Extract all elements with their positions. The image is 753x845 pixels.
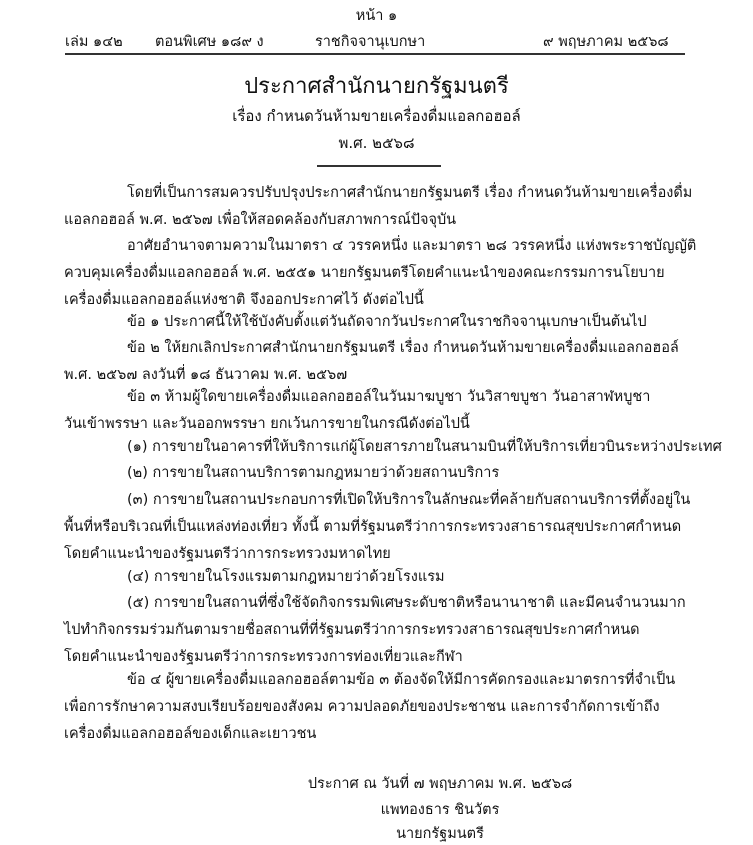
page-number: หน้า ๑ xyxy=(355,8,398,24)
clause-3 xyxy=(64,384,684,438)
exception-5 xyxy=(64,590,684,671)
title-divider xyxy=(317,165,441,167)
announcement-title: ประกาศสำนักนายกรัฐมนตรี xyxy=(244,74,509,99)
gazette-name: ราชกิจจานุเบกษา xyxy=(315,34,426,50)
publish-date: ๙ พฤษภาคม ๒๕๖๘ xyxy=(543,34,669,50)
text-line: แอลกอฮอล์ พ.ศ. ๒๕๖๗ เพื่อให้สอดคล้องกับสภาพการณ์ปัจจุบัน xyxy=(64,212,457,228)
text-line: (๓) การขายในสถานประกอบการที่เปิดให้บริการในลักษณะที่คล้ายกับสถานบริการที่ตั้งอยู่ใน xyxy=(127,492,691,508)
text-line: เครื่องดื่มแอลกอฮอล์ของเด็กและเยาวชน xyxy=(64,726,317,742)
signatory-name: แพทองธาร ชินวัตร xyxy=(380,802,500,818)
text-line: พ.ศ. ๒๕๖๗ ลงวันที่ ๑๘ ธันวาคม พ.ศ. ๒๕๖๗ xyxy=(64,367,348,383)
text-line: เครื่องดื่มแอลกอฮอล์แห่งชาติ จึงออกประกาศไว้ ดังต่อไปนี้ xyxy=(64,292,424,308)
text-line: ข้อ ๓ ห้ามผู้ใดขายเครื่องดื่มแอลกอฮอล์ในวันมาฆบูชา วันวิสาขบูชา วันอาสาฬหบูชา xyxy=(127,389,651,405)
text-line: (๕) การขายในสถานที่ซึ่งใช้จัดกิจกรรมพิเศษระดับชาติหรือนานาชาติ และมีคนจำนวนมาก xyxy=(127,595,686,611)
text-line: ไปทำกิจกรรมร่วมกันตามรายชื่อสถานที่ที่รัฐมนตรีว่าการกระทรวงสาธารณสุขประกาศกำหนด xyxy=(64,622,640,638)
text-line: เพื่อการรักษาความสงบเรียบร้อยของสังคม ความปลอดภัยของประชาชน และการจำกัดการเข้าถึง xyxy=(64,699,660,715)
authority-paragraph xyxy=(64,233,697,314)
text-line: วันเข้าพรรษา และวันออกพรรษา ยกเว้นการขายในกรณีดังต่อไปนี้ xyxy=(64,416,470,432)
volume-number: เล่ม ๑๔๒ xyxy=(65,34,123,50)
section-number: ตอนพิเศษ ๑๘๙ ง xyxy=(155,34,264,50)
text-line: ข้อ ๑ ประกาศนี้ให้ใช้บังคับตั้งแต่วันถัดจากวันประกาศในราชกิจจานุเบกษาเป็นต้นไป xyxy=(127,314,647,330)
text-line: ควบคุมเครื่องดื่มแอลกอฮอล์ พ.ศ. ๒๕๕๑ นายกรัฐมนตรีโดยคำแนะนำของคณะกรรมการนโยบาย xyxy=(64,265,665,281)
text-line: โดยคำแนะนำของรัฐมนตรีว่าการกระทรวงมหาดไทย xyxy=(64,546,391,562)
text-line: โดยคำแนะนำของรัฐมนตรีว่าการกระทรวงการท่องเที่ยวและกีฬา xyxy=(64,649,463,665)
text-line: โดยที่เป็นการสมควรปรับปรุงประกาศสำนักนายกรัฐมนตรี เรื่อง กำหนดวันห้ามขายเครื่องดื่ม xyxy=(127,185,693,201)
exception-1 xyxy=(64,434,722,461)
exception-3 xyxy=(64,487,691,568)
header-rule xyxy=(65,53,685,55)
exception-4 xyxy=(64,564,684,591)
signing-date: ประกาศ ณ วันที่ ๗ พฤษภาคม พ.ศ. ๒๕๖๘ xyxy=(307,776,573,792)
announcement-subject: เรื่อง กำหนดวันห้ามขายเครื่องดื่มแอลกอฮอล์ xyxy=(232,107,521,125)
text-line: อาศัยอำนาจตามความในมาตรา ๔ วรรคหนึ่ง และมาตรา ๒๘ วรรคหนึ่ง แห่งพระราชบัญญัติ xyxy=(127,238,697,254)
text-line: ข้อ ๔ ผู้ขายเครื่องดื่มแอลกอฮอล์ตามข้อ ๓ ต้องจัดให้มีการคัดกรองและมาตรการที่จำเป็น xyxy=(127,672,676,688)
text-line: (๑) การขายในอาคารที่ให้บริการแก่ผู้โดยสารภายในสนามบินที่ให้บริการเที่ยวบินระหว่างประเทศ xyxy=(127,439,722,455)
clause-4 xyxy=(64,667,684,748)
text-line: (๒) การขายในสถานบริการตามกฎหมายว่าด้วยสถานบริการ xyxy=(127,465,500,481)
signatory-position: นายกรัฐมนตรี xyxy=(396,826,484,842)
preamble-paragraph xyxy=(64,180,693,234)
text-line: พื้นที่หรือบริเวณที่เป็นแหล่งท่องเที่ยว ทั้งนี้ ตามที่รัฐมนตรีว่าการกระทรวงสาธารณสุขประกาศกำหนด xyxy=(64,519,682,535)
clause-2 xyxy=(64,335,684,389)
exception-2 xyxy=(64,460,684,487)
text-line: ข้อ ๒ ให้ยกเลิกประกาศสำนักนายกรัฐมนตรี เรื่อง กำหนดวันห้ามขายเครื่องดื่มแอลกอฮอล์ xyxy=(127,340,679,356)
announcement-year: พ.ศ. ๒๕๖๘ xyxy=(338,134,415,152)
clause-1 xyxy=(64,309,684,336)
text-line: (๔) การขายในโรงแรมตามกฎหมายว่าด้วยโรงแรม xyxy=(127,569,445,585)
